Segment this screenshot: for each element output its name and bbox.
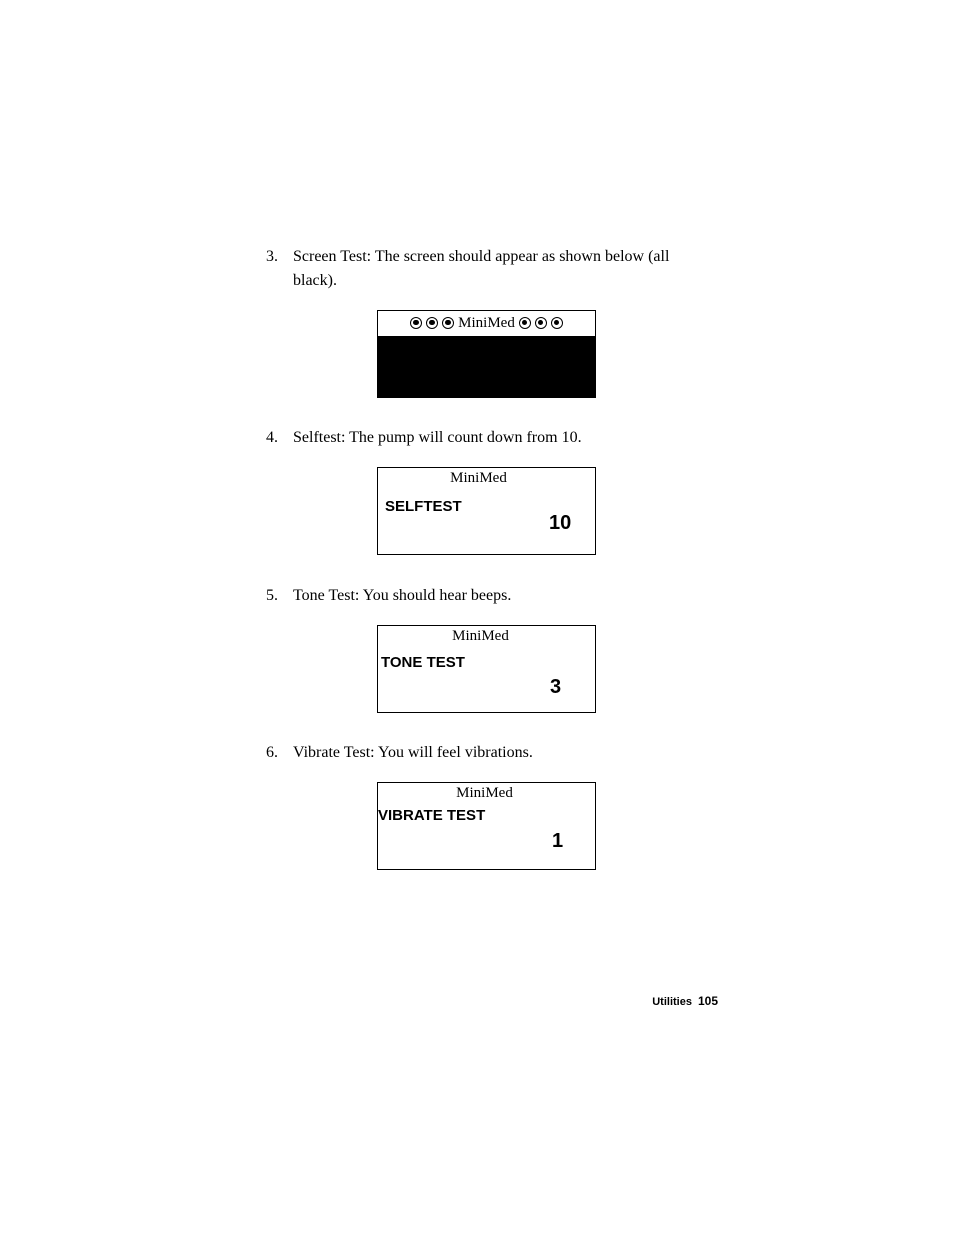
- black-screen-area: [378, 336, 595, 397]
- step-text: Screen Test: The screen should appear as shown below (all black).: [293, 248, 670, 289]
- screen-test-display: [377, 310, 596, 398]
- step-number: 5.: [266, 587, 278, 604]
- display-label: TONE TEST: [381, 654, 465, 671]
- radio-button-icon: [551, 317, 563, 329]
- display-count: 1: [552, 830, 564, 852]
- display-label: VIBRATE TEST: [378, 807, 486, 824]
- step-4: [266, 426, 716, 450]
- display-label: SELFTEST: [385, 498, 462, 515]
- page-number: 105: [697, 994, 718, 1008]
- tone-test-display: [377, 625, 596, 713]
- display-brand: MiniMed: [450, 470, 507, 486]
- display-header: [378, 311, 595, 335]
- radio-button-icon: [535, 317, 547, 329]
- radio-button-icon: [410, 317, 422, 329]
- vibrate-test-display: [377, 782, 596, 870]
- display-brand: MiniMed: [452, 628, 509, 644]
- step-text: Vibrate Test: You will feel vibrations.: [293, 744, 533, 761]
- display-brand: MiniMed: [458, 314, 515, 331]
- step-number: 3.: [266, 248, 278, 265]
- footer-section: Utilities: [652, 996, 692, 1008]
- step-number: 4.: [266, 429, 278, 446]
- display-count: 10: [549, 512, 572, 534]
- radio-button-icon: [426, 317, 438, 329]
- display-count: 3: [550, 676, 562, 698]
- radio-button-icon: [442, 317, 454, 329]
- step-number: 6.: [266, 744, 278, 761]
- radio-button-icon: [519, 317, 531, 329]
- display-brand: MiniMed: [456, 785, 513, 801]
- step-text: Tone Test: You should hear beeps.: [293, 587, 512, 604]
- selftest-display: [377, 467, 596, 555]
- step-6: [266, 741, 716, 765]
- step-5: [266, 584, 716, 608]
- step-text: Selftest: The pump will count down from 10.: [293, 429, 582, 446]
- page-footer: [652, 993, 718, 1010]
- step-3: [266, 245, 716, 293]
